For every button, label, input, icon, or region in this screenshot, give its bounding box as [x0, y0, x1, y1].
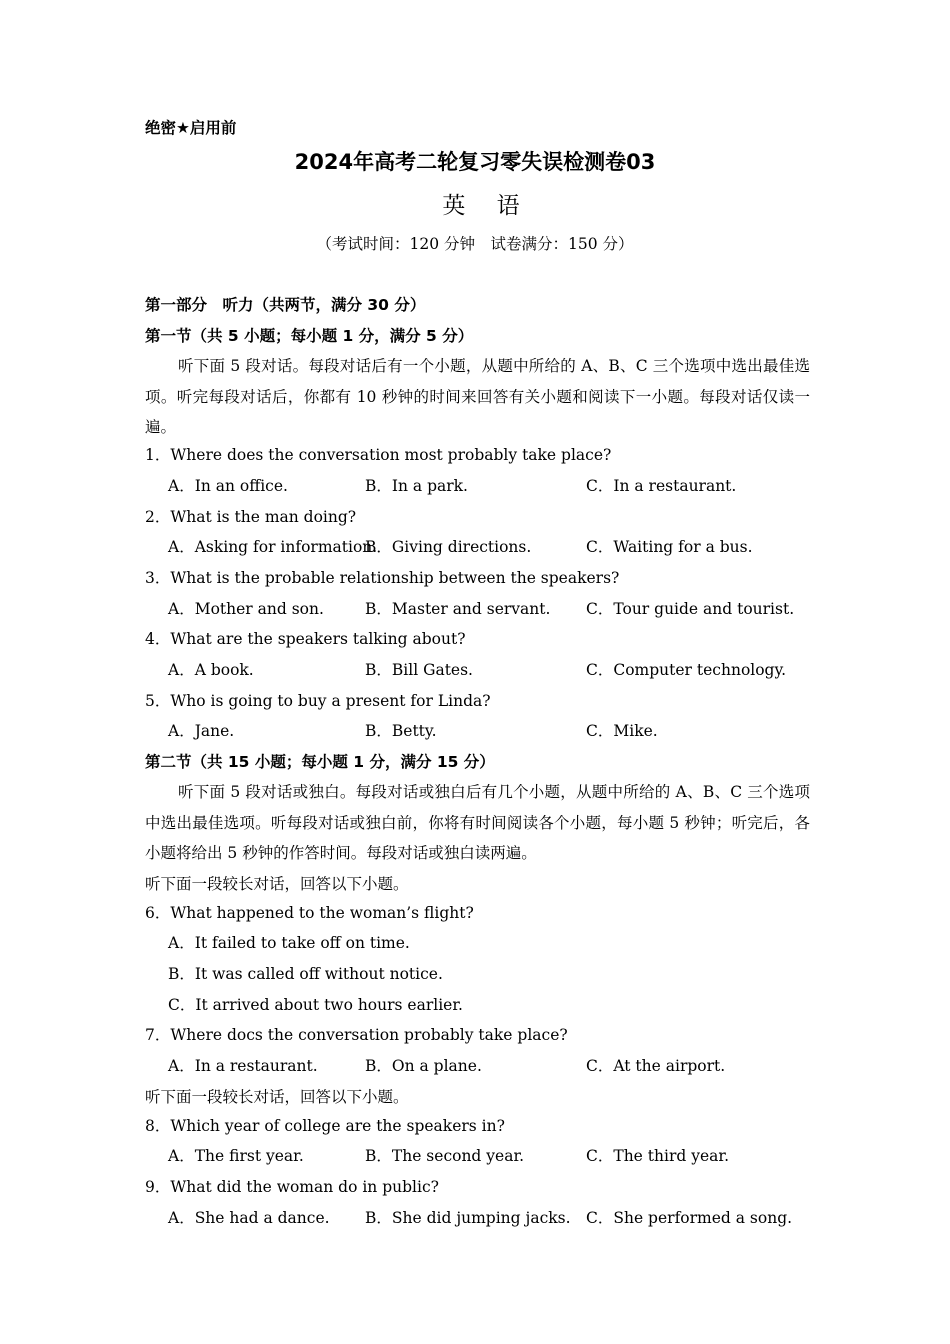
question-stem: 4．What are the speakers talking about? — [145, 630, 466, 648]
option-b: B．Master and servant. — [365, 600, 551, 618]
option-c: C．Tour guide and tourist. — [586, 600, 795, 618]
listening-prompt: 听下面一段较长对话，回答以下小题。 — [145, 1088, 409, 1106]
option-a: A．In a restaurant. — [168, 1057, 318, 1075]
option-a: A．In an office. — [168, 477, 288, 495]
option-c: C．Waiting for a bus. — [586, 538, 753, 556]
subject-title: 英 语 — [442, 193, 532, 219]
question-stem: 2．What is the man doing? — [145, 508, 357, 526]
option-b: B．Giving directions. — [365, 538, 532, 556]
listening-prompt: 听下面一段较长对话，回答以下小题。 — [145, 875, 409, 893]
option-b: B．Bill Gates. — [365, 661, 473, 679]
option-c: C．At the airport. — [586, 1057, 726, 1075]
option-a: A．Jane. — [168, 722, 235, 740]
option-c: C．She performed a song. — [586, 1209, 793, 1227]
option-b: B．It was called off without notice. — [168, 965, 443, 983]
section1-heading: 第一节（共 5 小题；每小题 1 分，满分 5 分） — [145, 327, 474, 345]
option-b: B．The second year. — [365, 1147, 525, 1165]
option-b: B．Betty. — [365, 722, 437, 740]
option-a: A．A book. — [168, 661, 254, 679]
option-c: C．It arrived about two hours earlier. — [168, 996, 463, 1014]
option-c: C．Computer technology. — [586, 661, 787, 679]
section2-heading: 第二节（共 15 小题；每小题 1 分，满分 15 分） — [145, 753, 495, 771]
question-stem: 8．Which year of college are the speakers in? — [145, 1117, 505, 1135]
exam-info: （考试时间：120 分钟 试卷满分：150 分） — [316, 235, 634, 253]
option-a: A．Asking for information. — [168, 538, 378, 556]
question-stem: 9．What did the woman do in public? — [145, 1178, 439, 1196]
option-c: C．Mike. — [586, 722, 658, 740]
option-a: A．She had a dance. — [168, 1209, 330, 1227]
option-b: B．In a park. — [365, 477, 468, 495]
option-b: B．On a plane. — [365, 1057, 482, 1075]
question-stem: 6．What happened to the woman’s flight? — [145, 904, 474, 922]
section1-instructions: 听下面 5 段对话。每段对话后有一个小题，从题中所给的 A、B、C 三个选项中选出最佳选项。听完每段对话后，你都有 10 秒钟的时间来回答有关小题和阅读下一小题。每段对话仅读一遍。 — [145, 357, 810, 436]
option-a: A．Mother and son. — [168, 600, 324, 618]
question-stem: 1．Where does the conversation most probably take place? — [145, 446, 612, 464]
part1-heading: 第一部分 听力（共两节，满分 30 分） — [145, 296, 426, 314]
option-c: C．In a restaurant. — [586, 477, 737, 495]
option-c: C．The third year. — [586, 1147, 730, 1165]
option-a: A．It failed to take off on time. — [168, 934, 410, 952]
question-stem: 5．Who is going to buy a present for Linda? — [145, 692, 491, 710]
secret-label: 绝密★启用前 — [145, 119, 237, 137]
question-stem: 3．What is the probable relationship between the speakers? — [145, 569, 620, 587]
question-stem: 7．Where docs the conversation probably take place? — [145, 1026, 568, 1044]
section2-instructions: 听下面 5 段对话或独白。每段对话或独白后有几个小题，从题中所给的 A、B、C 三个选项中选出最佳选项。听每段对话或独白前，你将有时间阅读各个小题，每小题 5 秒钟；听完后，各小题将给出 5 秒钟的作答时间。每段对话或独白读两遍。 — [145, 783, 810, 862]
page-title: 2024年高考二轮复习零失误检测卷03 — [294, 150, 656, 174]
option-b: B．She did jumping jacks. — [365, 1209, 571, 1227]
option-a: A．The first year. — [168, 1147, 304, 1165]
